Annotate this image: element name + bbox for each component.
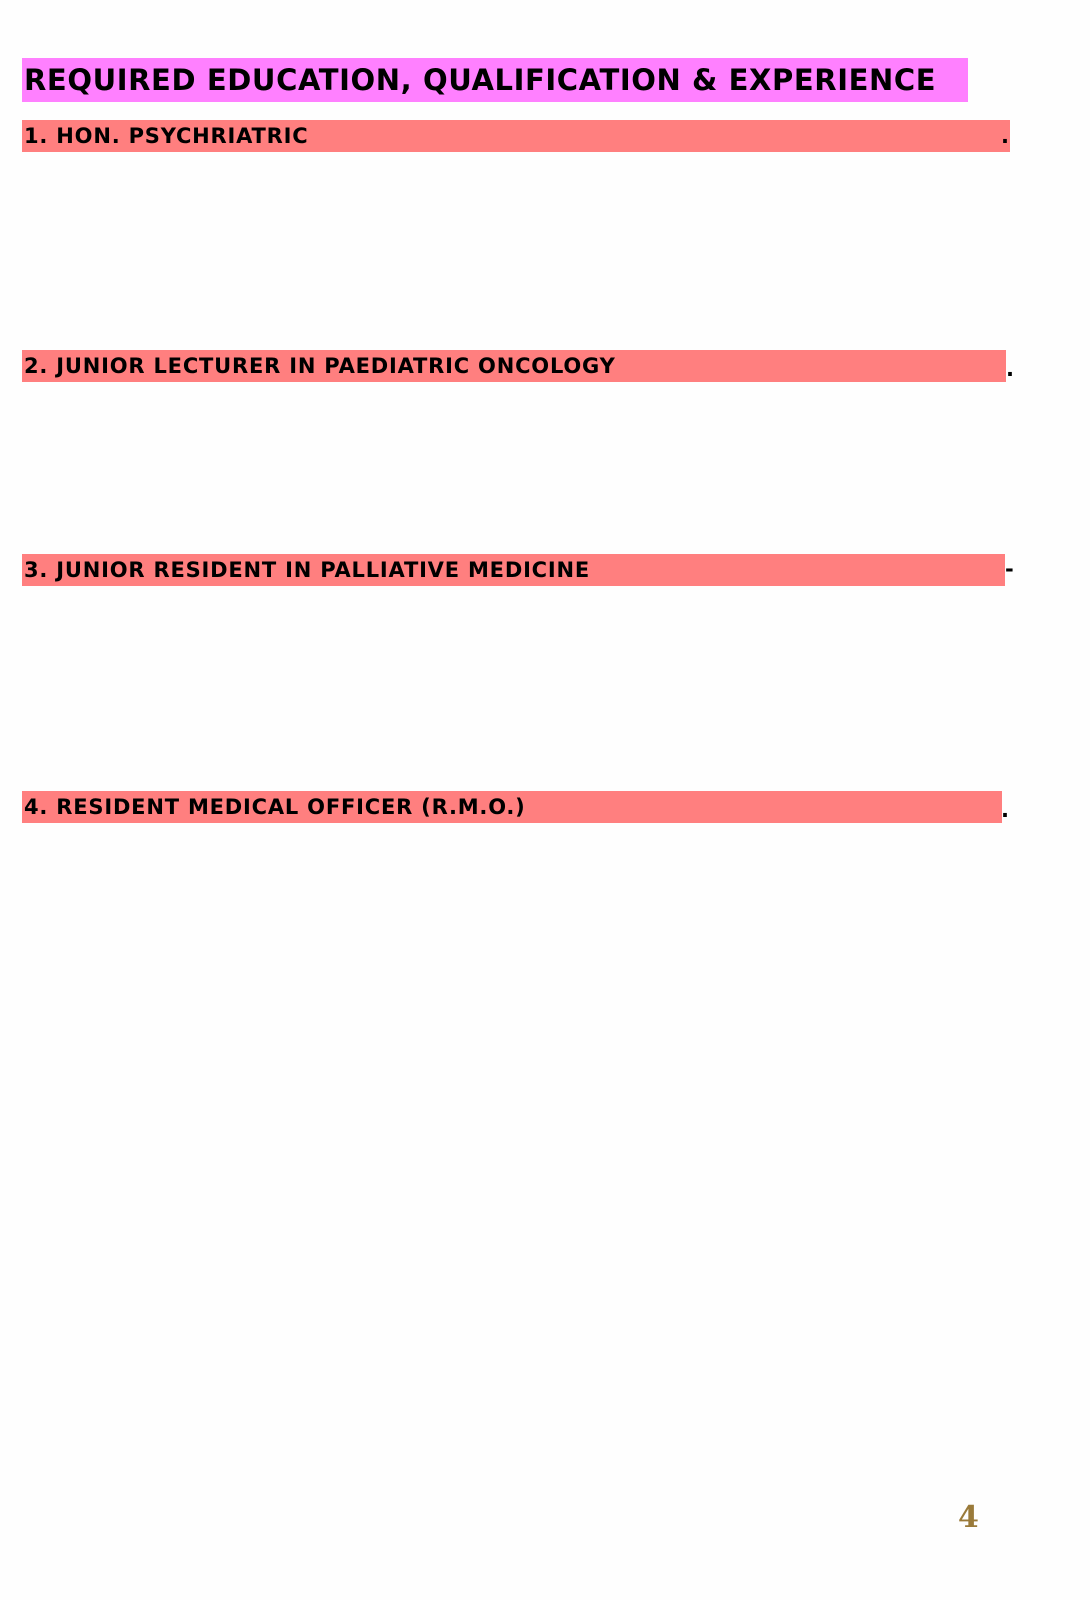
section-title: 4. RESIDENT MEDICAL OFFICER (R.M.O.) (24, 795, 526, 819)
section-heading-1 (22, 120, 1010, 152)
section-title: 3. JUNIOR RESIDENT IN PALLIATIVE MEDICINE (24, 558, 591, 582)
section-trail-mark: . (1001, 798, 1009, 822)
page-heading: REQUIRED EDUCATION, QUALIFICATION & EXPERIENCE (22, 58, 968, 102)
section-heading-4 (22, 791, 1002, 823)
section-title: 2. JUNIOR LECTURER IN PAEDIATRIC ONCOLOGY (24, 354, 616, 378)
section-trail-mark: . (1001, 124, 1009, 148)
page-number: 4 (958, 1500, 979, 1535)
section-trail-mark: - (1005, 557, 1014, 581)
section-trail-mark: . (1006, 357, 1014, 381)
section-heading-2 (22, 350, 1006, 382)
section-title: 1. HON. PSYCHRIATRIC (24, 124, 309, 148)
section-heading-3 (22, 554, 1005, 586)
